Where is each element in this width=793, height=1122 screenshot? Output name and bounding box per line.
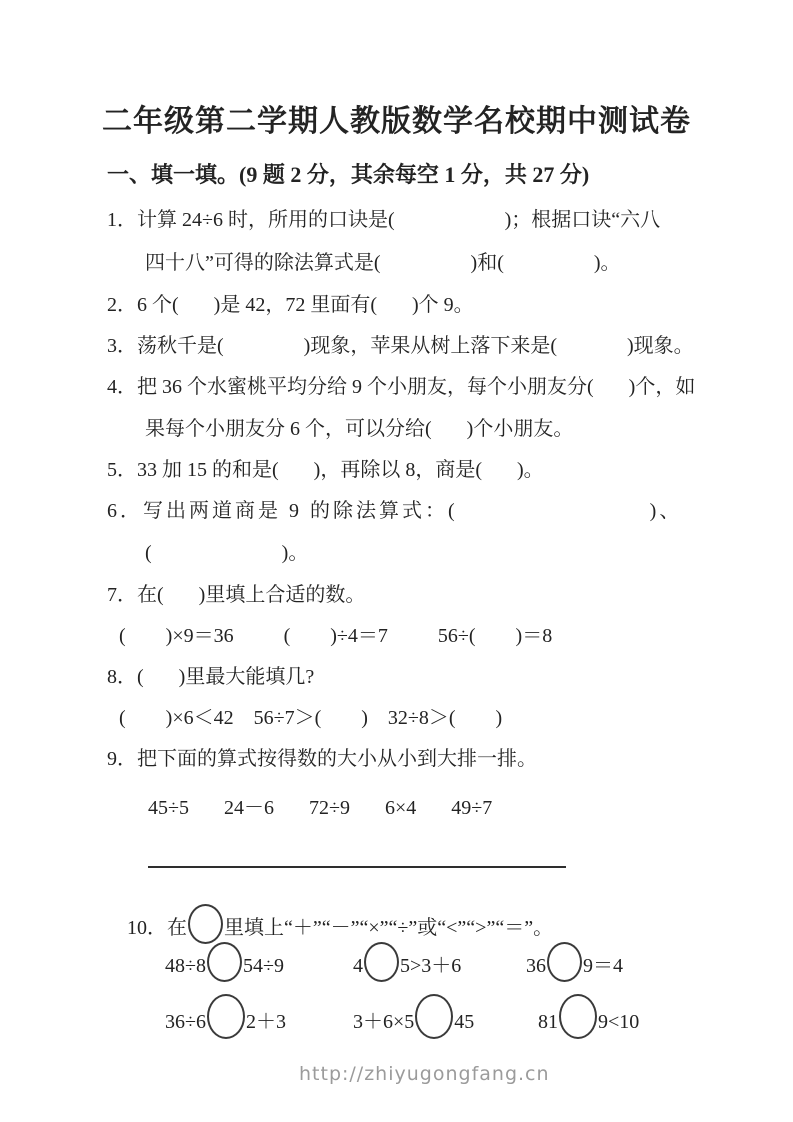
watermark-url: http://zhiyugongfang.cn bbox=[299, 1063, 550, 1085]
question-10-prefix: 10．在 bbox=[127, 917, 187, 939]
answer-circle-icon bbox=[415, 994, 453, 1039]
answer-circle-icon bbox=[559, 994, 597, 1039]
q10-row2-cell2 bbox=[333, 964, 474, 1069]
answer-circle-icon bbox=[207, 994, 245, 1039]
question-8-equations: ( )×6＜42 56÷7＞( ) 32÷8＞( ) bbox=[119, 707, 503, 729]
question-7-equations: ( )×9＝36 ( )÷4＝7 56÷( )＝8 bbox=[119, 625, 553, 647]
expression-left: 3＋6×5 bbox=[353, 1011, 415, 1033]
expression-right: 54÷9 bbox=[242, 955, 284, 977]
page-title: 二年级第二学期人教版数学名校期中测试卷 bbox=[102, 105, 691, 138]
question-3: 3．荡秋千是( )现象，苹果从树上落下来是( )现象。 bbox=[107, 335, 694, 357]
question-4-line-2: 果每个小朋友分 6 个，可以分给( )个小朋友。 bbox=[145, 418, 574, 440]
expression-left: 4 bbox=[353, 955, 363, 977]
question-10-suffix: 里填上“＋”“－”“×”“÷”或“<”“>”“＝”。 bbox=[224, 917, 554, 939]
question-1-line-1: 1．计算 24÷6 时，所用的口诀是( )；根据口诀“六八 bbox=[107, 209, 661, 231]
question-8: 8．( )里最大能填几? bbox=[107, 666, 315, 688]
expression-left: 36 bbox=[526, 955, 546, 977]
question-4-line-1: 4．把 36 个水蜜桃平均分给 9 个小朋友，每个小朋友分( )个，如 bbox=[107, 376, 696, 398]
question-7: 7．在( )里填上合适的数。 bbox=[107, 584, 366, 606]
question-6-line-1: 6．写出两道商是 9 的除法算式：( )、 bbox=[107, 500, 683, 522]
answer-blank-line bbox=[148, 866, 566, 868]
expression-left: 36÷6 bbox=[165, 1011, 206, 1033]
expression-right: 9<10 bbox=[598, 1011, 640, 1033]
question-9: 9．把下面的算式按得数的大小从小到大排一排。 bbox=[107, 748, 537, 770]
question-2: 2．6 个( )是 42，72 里面有( )个 9。 bbox=[107, 294, 474, 316]
q10-row2-cell1 bbox=[145, 964, 286, 1069]
expression-left: 48÷8 bbox=[165, 955, 206, 977]
question-5: 5．33 加 15 的和是( )，再除以 8，商是( )。 bbox=[107, 459, 544, 481]
section-heading: 一、填一填。(9 题 2 分，其余每空 1 分，共 27 分) bbox=[107, 162, 590, 187]
expression-left: 81 bbox=[538, 1011, 558, 1033]
q10-row2-cell3 bbox=[518, 964, 639, 1069]
question-9-expressions: 45÷5 24－6 72÷9 6×4 49÷7 bbox=[148, 797, 493, 819]
question-6-line-2: ( )。 bbox=[145, 542, 309, 564]
expression-right: 5>3＋6 bbox=[400, 955, 462, 977]
expression-right: 2＋3 bbox=[245, 1011, 286, 1033]
question-1-line-2: 四十八”可得的除法算式是( )和( )。 bbox=[145, 252, 621, 274]
expression-right: 45 bbox=[454, 1011, 475, 1033]
expression-right: 9＝4 bbox=[583, 955, 623, 977]
